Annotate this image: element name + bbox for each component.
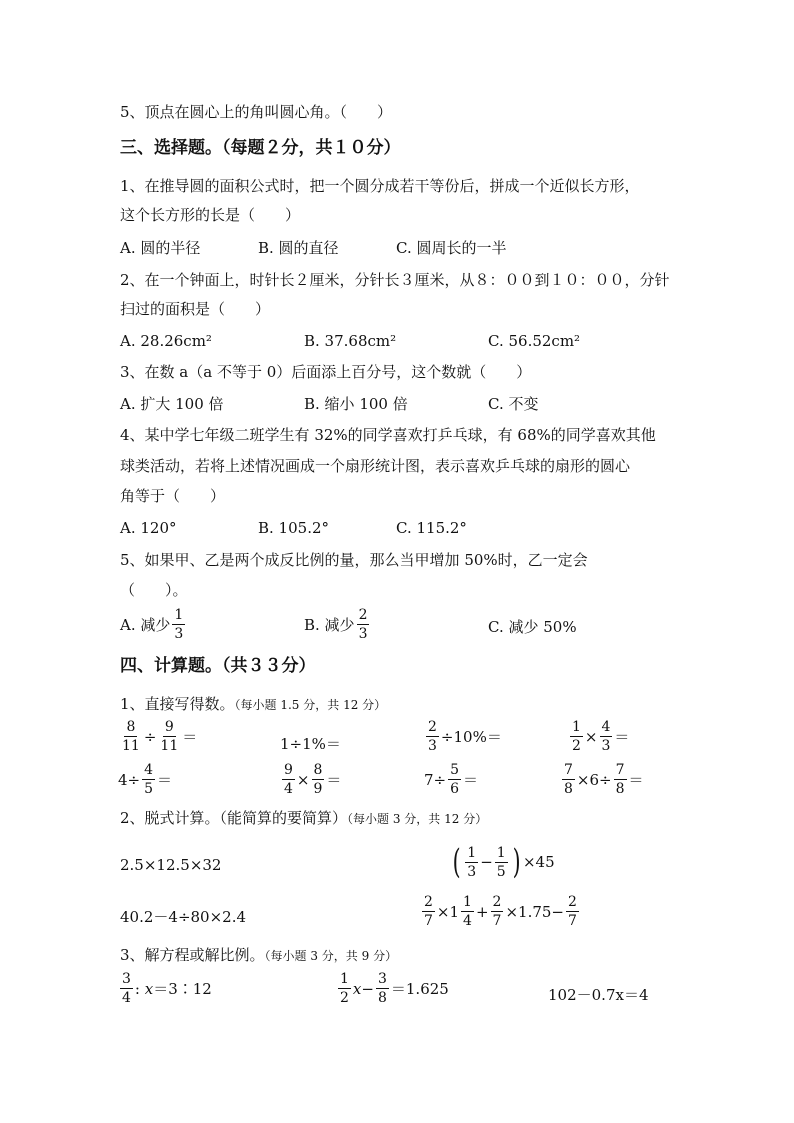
calc-1-2: 1÷1%＝: [280, 735, 341, 753]
calc-part3-title: [120, 945, 397, 966]
calc-3-1: $\frac{3}{4}$ : x ＝3∶12: [122, 971, 212, 1006]
section-3-title: 三、选择题。（每题２分，共１０分）: [120, 138, 401, 158]
calc-1-3: $\frac{2}{3}$ ÷10%＝: [428, 719, 502, 754]
option-b-text: B. 减少: [304, 616, 355, 634]
calc-2-2: ( $\frac{1}{3}$ − $\frac{1}{5}$ ) ×45: [452, 842, 555, 882]
option-a-text: A. 减少: [120, 616, 171, 634]
choice-q2-option-c: C. 56.52cm²: [488, 332, 581, 350]
choice-q4-option-c: C. 115.2°: [396, 519, 467, 537]
calc-1-5: 4÷ $\frac{4}{5}$ ＝: [118, 762, 173, 797]
part3-note: （每小题 3 分，共 9 分）: [264, 949, 398, 963]
calc-3-3: 102－0.7x＝4: [548, 986, 649, 1004]
choice-q3-option-a: A. 扩大 100 倍: [120, 395, 224, 413]
choice-q4-line2: 球类活动，若将上述情况画成一个扇形统计图，表示喜欢乒乓球的扇形的圆心: [120, 457, 631, 475]
calc-part2-title: [120, 808, 487, 829]
choice-q2-line1: 2、在一个钟面上，时针长２厘米，分针长３厘米，从８：００到１０：００，分针: [120, 271, 670, 289]
judgment-question-5: 5、顶点在圆心上的角叫圆心角。（ ）: [120, 103, 393, 121]
part1-title-text: 1、直接写得数。: [120, 695, 235, 713]
calc-1-1: $\frac{8}{11}$ ÷ $\frac{9}{11}$ ＝: [122, 719, 198, 754]
section-4-title: 四、计算题。（共３３分）: [120, 656, 316, 676]
choice-q2-option-b: B. 37.68cm²: [304, 332, 397, 350]
choice-q1-option-a: A. 圆的半径: [120, 239, 201, 257]
choice-q1-option-b: B. 圆的直径: [258, 239, 339, 257]
choice-q4-line1: 4、某中学七年级二班学生有 32%的同学喜欢打乒乓球，有 68%的同学喜欢其他: [120, 426, 656, 444]
calc-1-7: 7÷ $\frac{5}{6}$ ＝: [424, 762, 479, 797]
choice-q2-option-a: A. 28.26cm²: [120, 332, 212, 350]
fraction-two-thirds: $\frac{2}{3}$: [358, 607, 368, 642]
choice-q5-line1: 5、如果甲、乙是两个成反比例的量，那么当甲增加 50%时，乙一定会: [120, 551, 588, 569]
choice-q5-option-a: [120, 608, 187, 641]
part1-note: （每小题 1.5 分，共 12 分）: [234, 698, 387, 712]
part2-title-text: 2、脱式计算。（能简算的要简算）: [120, 809, 348, 827]
choice-q5-option-c: C. 减少 50%: [488, 618, 577, 636]
choice-q1-option-c: C. 圆周长的一半: [396, 239, 507, 257]
choice-q4-line3: 角等于（ ）: [120, 487, 226, 505]
choice-q4-option-b: B. 105.2°: [258, 519, 330, 537]
calc-2-3: 40.2－4÷80×2.4: [120, 908, 247, 926]
choice-q2-line2: 扫过的面积是（ ）: [120, 300, 271, 318]
choice-q3-option-c: C. 不变: [488, 395, 539, 413]
calc-2-4: $\frac{2}{7}$ ×1 $\frac{1}{4}$ + $\frac{2}{7}$ ×1.75− $\frac{2}{7}$: [424, 894, 577, 929]
choice-q1-line2: 这个长方形的长是（ ）: [120, 206, 301, 224]
choice-q4-option-a: A. 120°: [120, 519, 177, 537]
choice-q5-option-b: [304, 608, 371, 641]
calc-2-1: 2.5×12.5×32: [120, 856, 222, 874]
calc-1-4: $\frac{1}{2}$ × $\frac{4}{3}$ ＝: [572, 719, 630, 754]
calc-3-2: $\frac{1}{2}$ x − $\frac{3}{8}$ ＝1.625: [340, 971, 449, 1006]
calc-1-8: $\frac{7}{8}$ ×6÷ $\frac{7}{8}$ ＝: [564, 762, 644, 797]
choice-q3-line1: 3、在数 a（a 不等于 0）后面添上百分号，这个数就（ ）: [120, 363, 532, 381]
part2-note: （每小题 3 分，共 12 分）: [347, 812, 488, 826]
fraction-one-third: $\frac{1}{3}$: [174, 607, 184, 642]
calc-part1-title: [120, 694, 386, 715]
choice-q5-line2: （ ）。: [120, 581, 188, 599]
choice-q1-line1: 1、在推导圆的面积公式时，把一个圆分成若干等份后，拼成一个近似长方形，: [120, 177, 640, 195]
choice-q3-option-b: B. 缩小 100 倍: [304, 395, 408, 413]
part3-title-text: 3、解方程或解比例。: [120, 946, 265, 964]
calc-1-6: $\frac{9}{4}$ × $\frac{8}{9}$ ＝: [284, 762, 342, 797]
